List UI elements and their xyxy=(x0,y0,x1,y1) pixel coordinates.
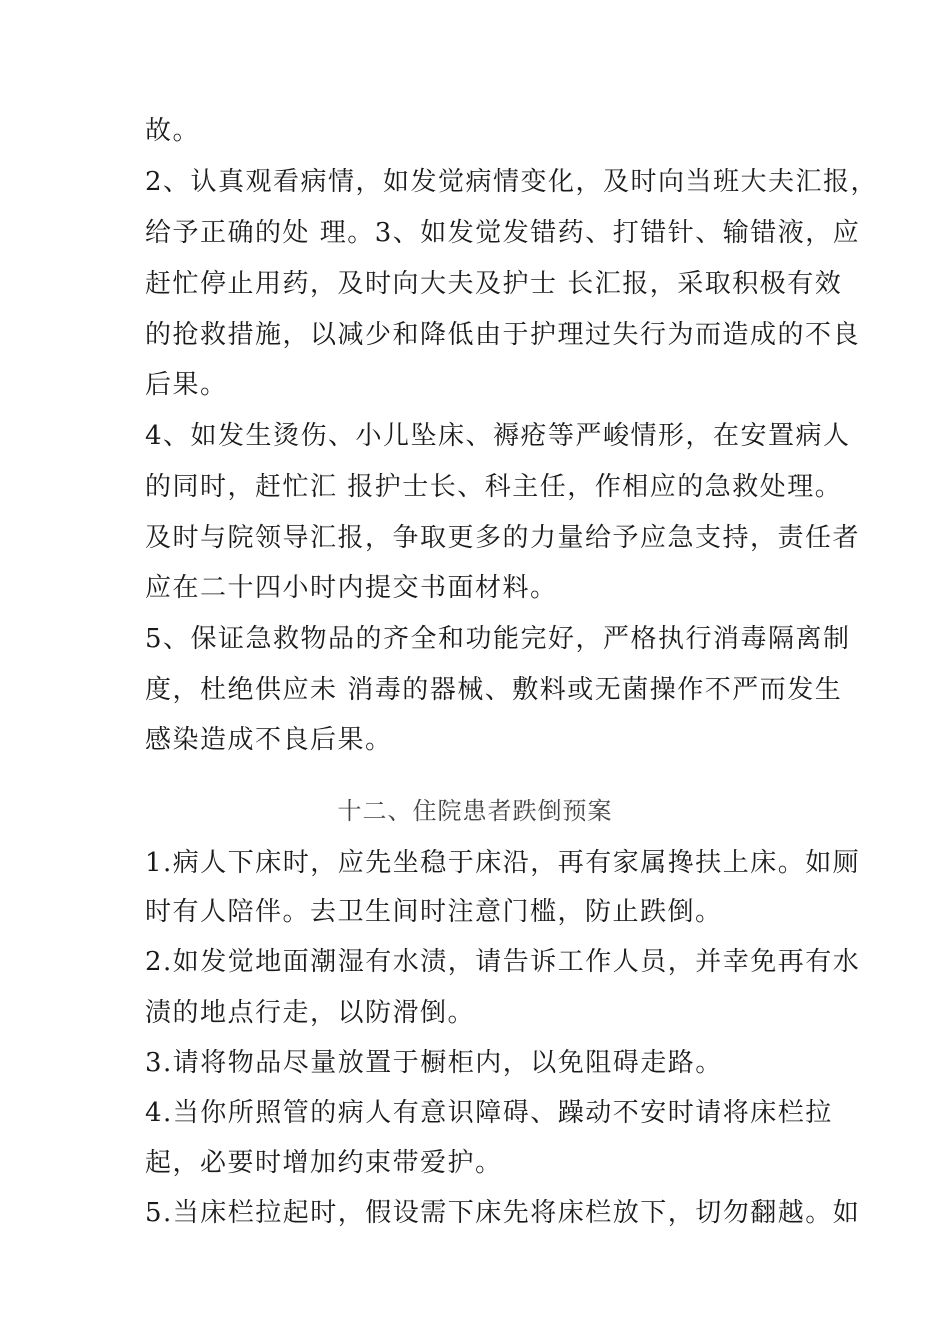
text-line: 2、认真观看病情，如发觉病情变化，及时向当班大夫汇报， xyxy=(145,167,879,197)
text-line: 起，必要时增加约束带爱护。 xyxy=(145,1148,503,1178)
text-line: 渍的地点行走，以防滑倒。 xyxy=(145,998,476,1028)
text-line: 度，杜绝供应未 消毒的器械、敷料或无菌操作不严而发生 xyxy=(145,675,843,705)
text-line: 2.如发觉地面潮湿有水渍，请告诉工作人员，并幸免再有水 xyxy=(145,947,861,977)
text-line: 感染造成不良后果。 xyxy=(145,725,393,755)
text-line: 赶忙停止用药，及时向大夫及护士 长汇报，采取积极有效 xyxy=(145,269,843,299)
text-line: 的同时，赶忙汇 报护士长、科主任，作相应的急救处理。 xyxy=(145,472,843,502)
text-line: 5.当床栏拉起时，假设需下床先将床栏放下，切勿翻越。如 xyxy=(145,1198,861,1228)
text-line: 故。 xyxy=(145,116,201,146)
text-line: 3.请将物品尽量放置于橱柜内，以免阻碍走路。 xyxy=(145,1048,723,1078)
text-line: 给予正确的处 理。3、如发觉发错药、打错针、输错液，应 xyxy=(145,218,861,248)
text-line: 5、保证急救物品的齐全和功能完好，严格执行消毒隔离制 xyxy=(145,624,851,654)
text-line: 及时与院领导汇报，争取更多的力量给予应急支持，责任者 xyxy=(145,523,861,553)
text-line: 应在二十四小时内提交书面材料。 xyxy=(145,573,558,603)
text-line: 4、如发生烫伤、小儿坠床、褥疮等严峻情形，在安置病人 xyxy=(145,421,851,451)
text-line: 4.当你所照管的病人有意识障碍、躁动不安时请将床栏拉 xyxy=(145,1098,833,1128)
section-title: 十二、住院患者跌倒预案 xyxy=(337,797,613,825)
text-line: 的抢救措施，以减少和降低由于护理过失行为而造成的不良 xyxy=(145,320,861,350)
text-line: 后果。 xyxy=(145,370,228,400)
text-line: 时有人陪伴。去卫生间时注意门槛，防止跌倒。 xyxy=(145,897,723,927)
text-line: 1.病人下床时，应先坐稳于床沿，再有家属搀扶上床。如厕 xyxy=(145,848,861,878)
